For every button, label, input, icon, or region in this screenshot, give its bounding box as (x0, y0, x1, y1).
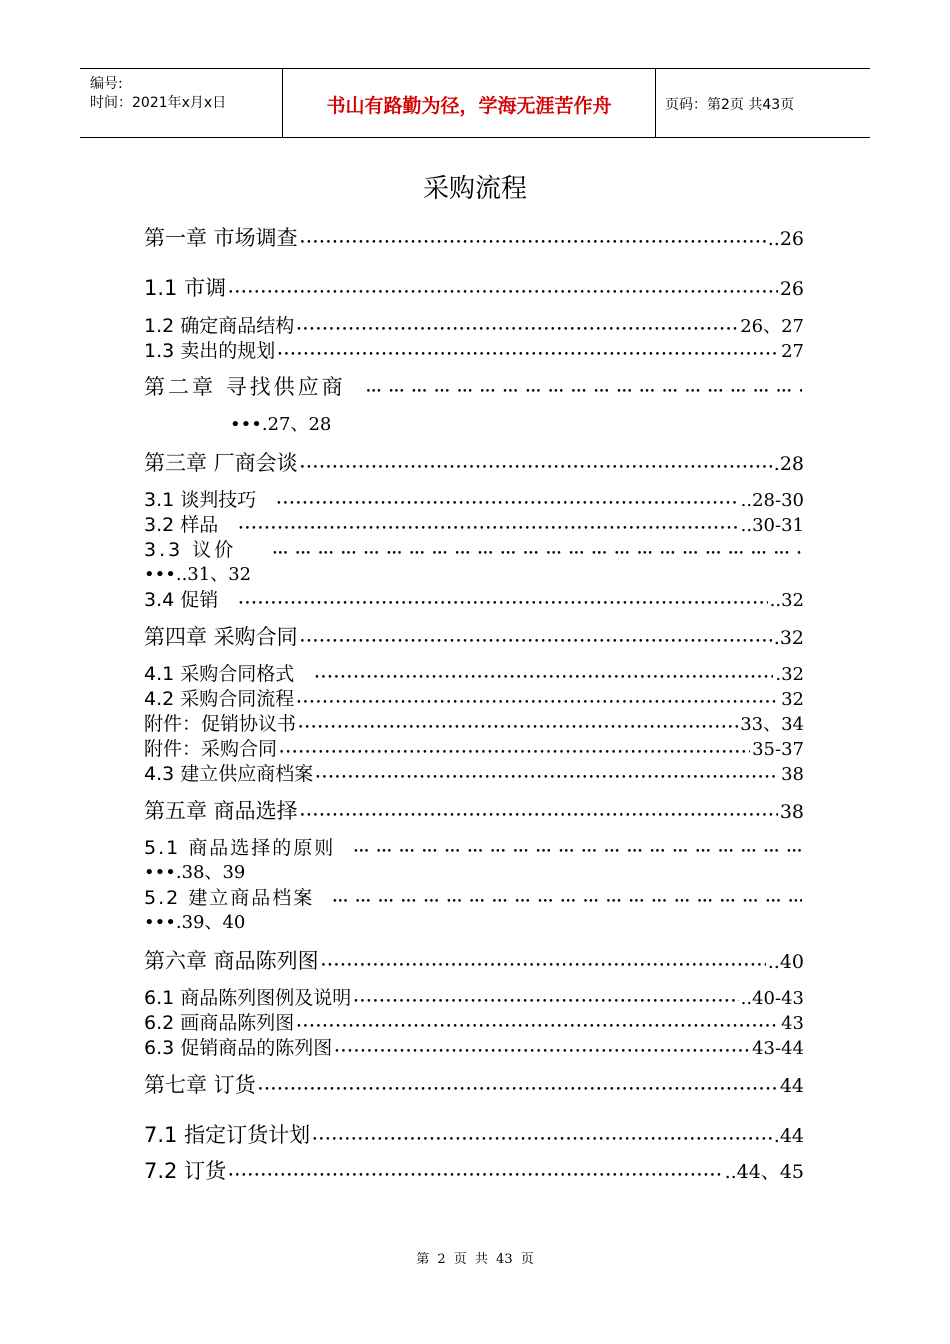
toc-entry (144, 795, 804, 825)
toc-page: ..30-31 (740, 515, 804, 536)
toc-continuation: •••.27、28 (230, 414, 332, 435)
toc-leader (300, 625, 772, 649)
toc-entry (144, 1119, 804, 1149)
toc-leader (366, 375, 802, 399)
toc-label: 第五章 商品选择 (144, 799, 298, 823)
toc-page: 43-44 (752, 1038, 804, 1059)
toc-label: 第一章 市场调查 (144, 226, 298, 250)
toc-entry (144, 734, 804, 761)
toc-page: 38 (779, 801, 804, 823)
toc-page: ..40-43 (740, 988, 804, 1009)
toc-continuation: •••.38、39 (144, 862, 246, 883)
toc-leader (228, 1159, 722, 1183)
toc-page: 43 (781, 1013, 804, 1034)
code-label: 编号: (90, 76, 123, 92)
toc-leader (238, 514, 738, 536)
toc-leader (300, 799, 778, 823)
toc-entry (144, 1008, 804, 1035)
page-info: 页码：第2页 共43页 (665, 97, 795, 113)
toc-leader (300, 226, 766, 250)
toc-page: ..28-30 (740, 490, 804, 511)
toc-entry (144, 1033, 804, 1060)
toc-entry (144, 311, 804, 338)
toc-label: 3.4 促销 (144, 589, 219, 611)
toc-label: 1.2 确定商品结构 (144, 315, 295, 337)
toc-label: 6.1 商品陈列图例及说明 (144, 987, 352, 1009)
toc-entry (144, 485, 804, 512)
toc-label: 4.1 采购合同格式 (144, 663, 295, 685)
toc-label: 1.1 市调 (144, 276, 227, 300)
toc-leader (353, 837, 802, 859)
toc-leader (296, 688, 779, 710)
toc-page: ..32 (769, 590, 804, 611)
toc-entry (144, 447, 804, 477)
toc-entry (144, 510, 804, 537)
toc-page: 35-37 (752, 739, 804, 760)
toc-leader (279, 738, 750, 760)
toc-leader (298, 713, 738, 735)
toc-page: .32 (775, 664, 804, 685)
toc-entry (144, 983, 804, 1010)
toc-leader (258, 1073, 778, 1097)
toc-label: 附件：促销协议书 (144, 713, 297, 735)
toc-label: 附件：采购合同 (144, 738, 278, 760)
header-page-cell (655, 69, 870, 137)
toc-page: 44 (779, 1075, 804, 1097)
toc-page: 32 (781, 689, 804, 710)
toc-page: 33、34 (740, 714, 804, 735)
toc-leader (321, 949, 766, 973)
toc-page: .32 (773, 627, 804, 649)
toc-entry (144, 1069, 804, 1099)
toc-label: 7.1 指定订货计划 (144, 1123, 311, 1147)
toc-label: 4.3 建立供应商档案 (144, 763, 314, 785)
toc-page: ..26 (767, 228, 804, 250)
toc-label: 3.3 议价 (144, 539, 237, 561)
toc-entry (144, 759, 804, 786)
toc-page: 38 (781, 764, 804, 785)
toc-label: 3.2 样品 (144, 514, 219, 536)
toc-leader (296, 315, 738, 337)
toc-page: 26 (779, 278, 804, 300)
time-label: 时间：2021年x月x日 (90, 95, 227, 111)
toc-leader (300, 451, 772, 475)
toc-leader (276, 489, 738, 511)
toc-page: 26、27 (740, 316, 804, 337)
page-footer: 第 2 页 共 43 页 (416, 1252, 534, 1267)
toc-page: ..40 (767, 951, 804, 973)
toc-entry (144, 1155, 804, 1185)
toc-page: ..44、45 (724, 1161, 804, 1183)
toc-leader (353, 987, 738, 1009)
toc-page: .44 (773, 1125, 804, 1147)
toc-label: 第三章 厂商会谈 (144, 451, 298, 475)
toc-label: 5.1 商品选择的原则 (144, 837, 336, 859)
toc-entry (144, 709, 804, 736)
toc-label: 第七章 订货 (144, 1073, 256, 1097)
page-header (80, 68, 870, 138)
toc-label: 第四章 采购合同 (144, 625, 298, 649)
toc-entry (144, 945, 804, 975)
toc-leader (332, 887, 802, 909)
toc-leader (277, 340, 779, 362)
toc-label: 5.2 建立商品档案 (144, 887, 315, 909)
document-title: 采购流程 (422, 174, 527, 204)
toc-page: 27 (781, 341, 804, 362)
toc-leader (315, 763, 779, 785)
toc-entry (144, 621, 804, 651)
toc-entry (144, 222, 804, 252)
header-motto-cell (282, 69, 656, 137)
toc-label: 6.2 画商品陈列图 (144, 1012, 295, 1034)
toc-entry (144, 883, 804, 910)
toc-label: 3.1 谈判技巧 (144, 489, 257, 511)
toc-continuation: •••.39、40 (144, 912, 246, 933)
toc-label: 6.3 促销商品的陈列图 (144, 1037, 333, 1059)
toc-entry (144, 535, 804, 562)
toc-leader (238, 589, 767, 611)
motto: 书山有路勤为径，学海无涯苦作舟 (326, 95, 612, 117)
toc-entry (144, 336, 804, 363)
toc-page: .28 (773, 453, 804, 475)
toc-label: 第六章 商品陈列图 (144, 949, 319, 973)
toc-entry (144, 833, 804, 860)
toc-entry (144, 371, 804, 401)
toc-leader (312, 1123, 772, 1147)
toc-entry (144, 585, 804, 612)
toc-entry (144, 272, 804, 302)
toc-continuation: •••..31、32 (144, 564, 252, 585)
toc-label: 第二章 寻找供应商 (144, 375, 346, 399)
toc-leader (296, 1012, 779, 1034)
toc-label: 1.3 卖出的规划 (144, 340, 276, 362)
header-meta-cell (80, 69, 282, 137)
toc-label: 7.2 订货 (144, 1159, 227, 1183)
toc-entry (144, 684, 804, 711)
toc-leader (272, 539, 802, 561)
toc-leader (314, 663, 773, 685)
toc-leader (228, 276, 778, 300)
toc-label: 4.2 采购合同流程 (144, 688, 295, 710)
toc-entry (144, 659, 804, 686)
toc-leader (334, 1037, 750, 1059)
